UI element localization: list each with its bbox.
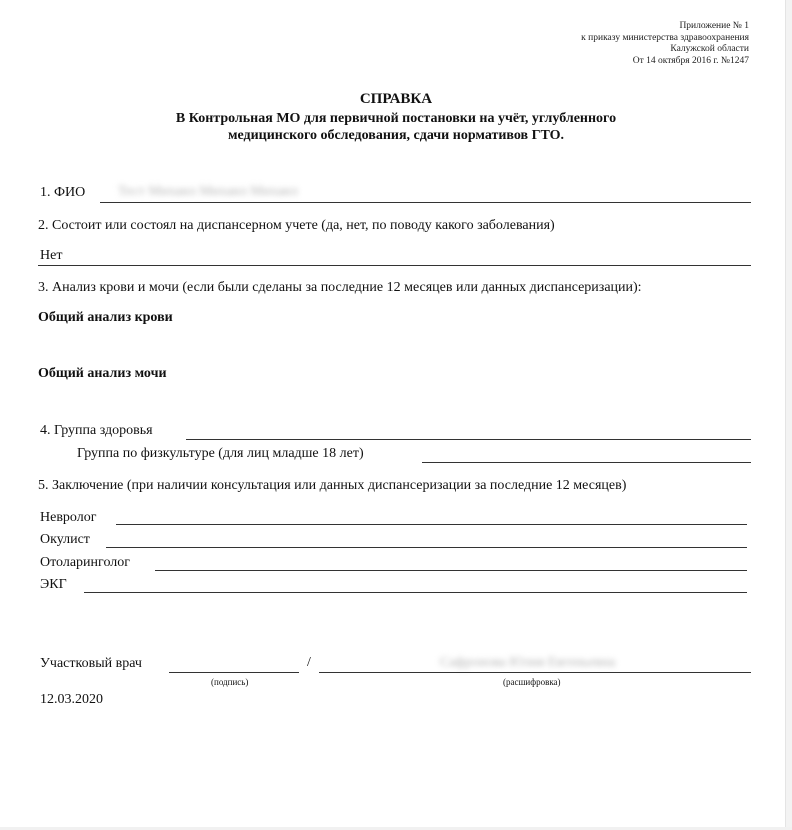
document-subtitle bbox=[0, 110, 792, 144]
subtitle-line-2: медицинского обследования, сдачи нормативов ГТО. bbox=[227, 128, 565, 143]
neurologist-underline bbox=[116, 524, 747, 525]
decode-caption: (расшифровка) bbox=[503, 677, 561, 687]
fio-underline bbox=[100, 202, 751, 203]
dispensary-answer: Нет bbox=[40, 248, 63, 263]
appendix-line-1: Приложение № 1 bbox=[679, 21, 749, 31]
subtitle-line-1: В Контрольная МО для первичной постановки на учёт, углубленного bbox=[175, 111, 617, 126]
doctor-label: Участковый врач bbox=[40, 656, 142, 671]
ecg-underline bbox=[84, 592, 747, 593]
fio-label: 1. ФИО bbox=[40, 185, 86, 200]
analysis-question: 3. Анализ крови и мочи (если были сделаны за последние 12 месяцев или данных диспансеризации): bbox=[38, 280, 642, 295]
signature-underline bbox=[169, 672, 299, 673]
specialist-ophthalmologist: Окулист bbox=[40, 532, 90, 547]
pe-group-label: Группа по физкультуре (для лиц младше 18 лет) bbox=[77, 446, 364, 461]
appendix-line-2: к приказу министерства здравоохранения bbox=[581, 32, 749, 43]
dispensary-underline bbox=[38, 265, 751, 266]
ophthalmologist-underline bbox=[106, 547, 747, 548]
signature-separator: / bbox=[307, 655, 311, 670]
appendix-line-4: От 14 октября 2016 г. №1247 bbox=[632, 55, 749, 66]
appendix-block bbox=[581, 21, 749, 67]
specialist-otolaryngologist: Отоларинголог bbox=[40, 555, 130, 570]
otolaryngologist-underline bbox=[155, 570, 747, 571]
fio-value-redacted: Тест Михаил Михаил Михаил bbox=[118, 184, 298, 199]
pe-group-underline bbox=[422, 462, 751, 463]
specialist-neurologist: Невролог bbox=[40, 510, 97, 525]
dispensary-question: 2. Состоит или состоял на диспансерном учете (да, нет, по поводу какого заболевания) bbox=[38, 218, 555, 233]
document-date: 12.03.2020 bbox=[40, 692, 103, 707]
decode-underline bbox=[319, 672, 751, 673]
urine-test-heading: Общий анализ мочи bbox=[38, 366, 167, 381]
doctor-name-redacted: Сафронова Юлия Евгеньевна bbox=[440, 655, 616, 670]
sign-caption: (подпись) bbox=[211, 677, 249, 687]
blood-test-heading: Общий анализ крови bbox=[38, 310, 173, 325]
conclusion-label: 5. Заключение (при наличии консультация или данных диспансеризации за последние 12 месяцев) bbox=[38, 478, 627, 493]
specialist-ecg: ЭКГ bbox=[40, 577, 67, 592]
document-title: СПРАВКА bbox=[359, 91, 433, 107]
appendix-line-3: Калужской области bbox=[670, 44, 749, 54]
health-group-underline bbox=[186, 439, 751, 440]
health-group-label: 4. Группа здоровья bbox=[40, 423, 153, 438]
